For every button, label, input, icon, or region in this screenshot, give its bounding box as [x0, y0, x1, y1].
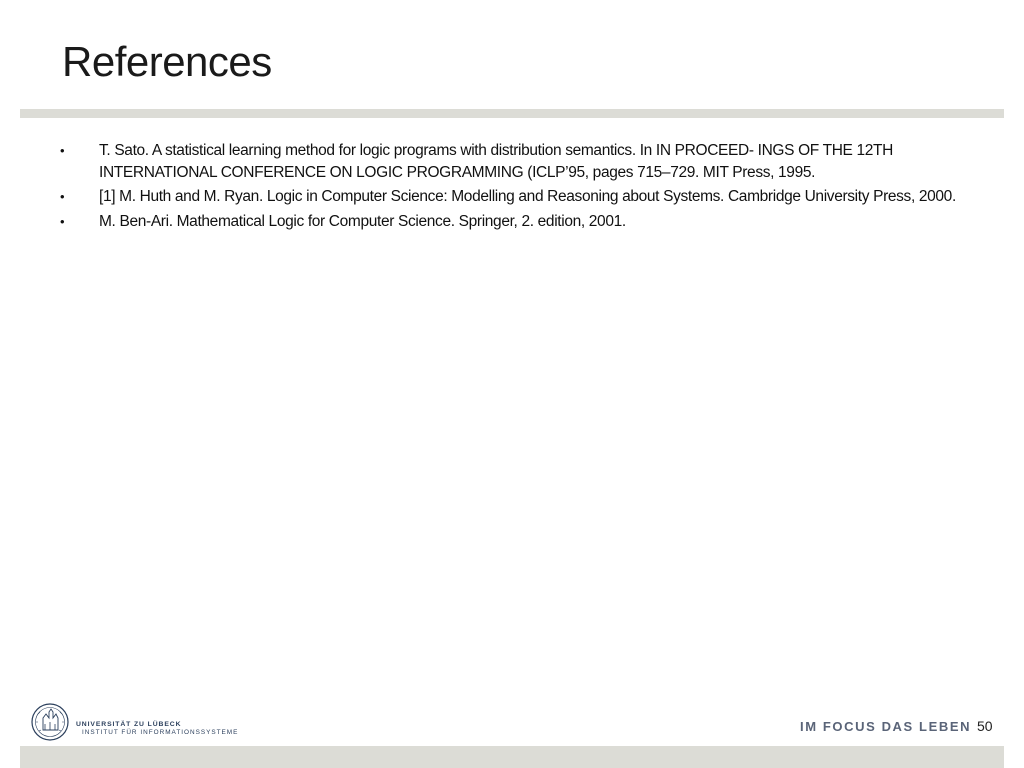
- page-number: 50: [977, 718, 993, 734]
- reference-list: [58, 140, 958, 235]
- institute-name: INSTITUT FÜR INFORMATIONSSYSTEME: [82, 729, 239, 736]
- reference-item: [58, 140, 958, 183]
- bullet-icon: •: [60, 143, 65, 158]
- reference-item: [58, 186, 958, 208]
- university-motto: IM FOCUS DAS LEBEN: [800, 719, 972, 734]
- bullet-icon: •: [60, 189, 65, 204]
- slide-title: References: [62, 38, 272, 85]
- university-seal-icon: [30, 700, 70, 744]
- university-name: UNIVERSITÄT ZU LÜBECK: [76, 721, 182, 728]
- reference-text: M. Ben-Ari. Mathematical Logic for Computer Science. Springer, 2. edition, 2001.: [99, 212, 626, 230]
- bottom-bar: [20, 746, 1004, 768]
- title-divider: [20, 109, 1004, 118]
- bullet-icon: •: [60, 213, 65, 229]
- reference-item: [58, 211, 958, 233]
- reference-text: T. Sato. A statistical learning method for logic programs with distribution semantics. In IN PROCEED- INGS OF THE 12TH INTERNATIONAL CONFERENCE ON LOGIC PROGRAMMING (ICLP’95, pages 715–729. MIT Press, 1995.: [99, 142, 893, 181]
- reference-text: [1] M. Huth and M. Ryan. Logic in Computer Science: Modelling and Reasoning about Systems. Cambridge University Press, 2000.: [99, 188, 956, 205]
